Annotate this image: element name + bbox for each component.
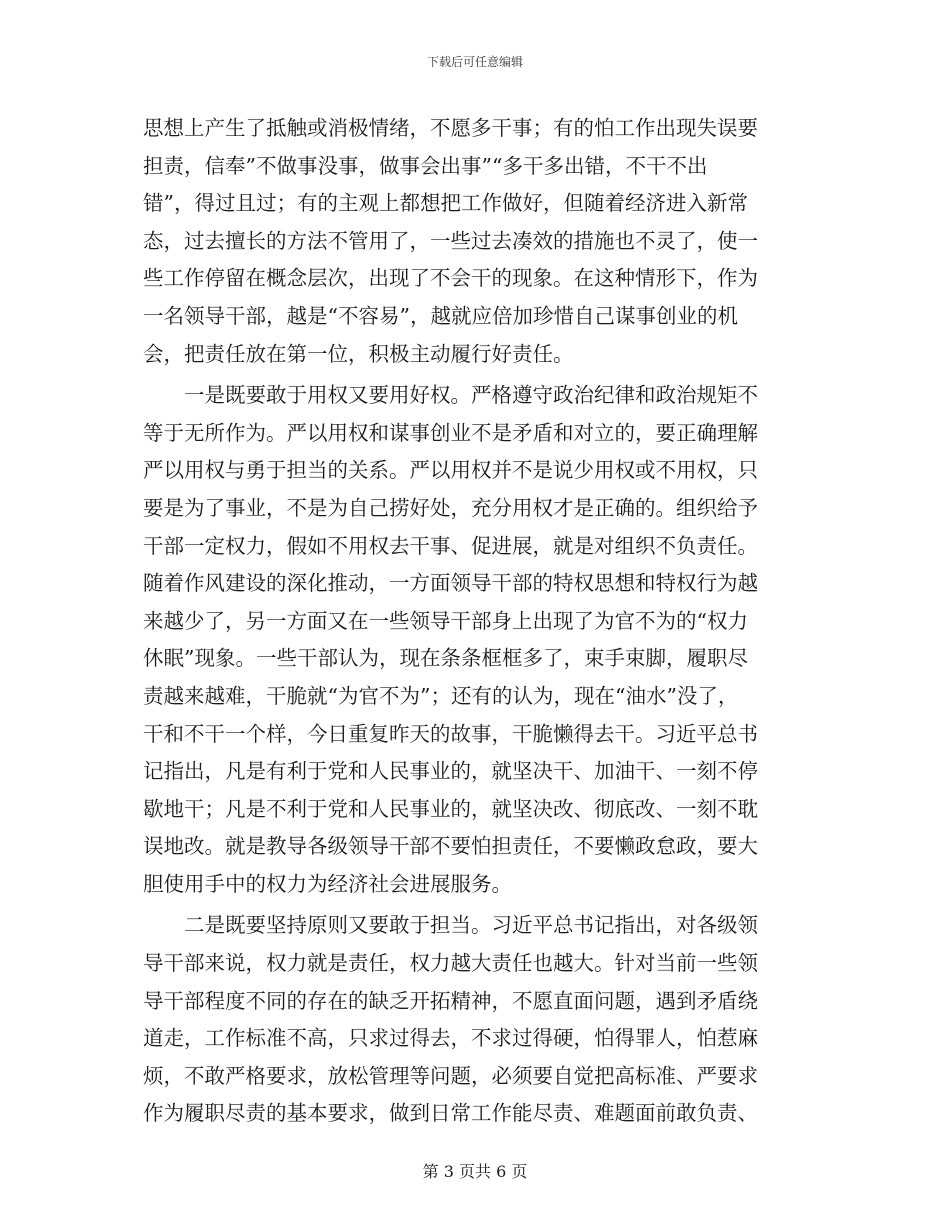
text-line-11: 要是为了事业，不是为自己捞好处，充分用权才是正确的。组织给予 bbox=[143, 495, 758, 520]
text-line-13: 随着作风建设的深化推动，一方面领导干部的特权思想和特权行为越 bbox=[143, 571, 758, 596]
text-line-7: 会，把责任放在第一位，积极主动履行好责任。 bbox=[143, 341, 574, 366]
text-line-8: 一是既要敢于用权又要用好权。严格遵守政治纪律和政治规矩不 bbox=[143, 383, 758, 408]
text-line-21: 胆使用手中的权力为经济社会进展服务。 bbox=[143, 871, 512, 896]
text-line-10: 严以用权与勇于担当的关系。严以用权并不是说少用权或不用权，只 bbox=[143, 458, 758, 483]
text-line-22: 二是既要坚持原则又要敢于担当。习近平总书记指出，对各级领 bbox=[143, 913, 758, 938]
text-line-27: 作为履职尽责的基本要求，做到日常工作能尽责、难题面前敢负责、 bbox=[143, 1101, 758, 1126]
text-line-20: 误地改。就是教导各级领导干部不要怕担责任，不要懒政怠政，要大 bbox=[143, 834, 758, 859]
text-line-9: 等于无所作为。严以用权和谋事创业不是矛盾和对立的，要正确理解 bbox=[143, 420, 758, 445]
text-line-4: 态，过去擅长的方法不管用了，一些过去凑效的措施也不灵了，使一 bbox=[143, 228, 758, 253]
text-line-1: 思想上产生了抵触或消极情绪，不愿多干事；有的怕工作出现失误要 bbox=[143, 116, 758, 140]
page-footer: 第 3 页共 6 页 bbox=[422, 1162, 528, 1181]
text-line-24: 导干部程度不同的存在的缺乏开拓精神，不愿直面问题，遇到矛盾绕 bbox=[143, 988, 758, 1013]
text-line-25: 道走，工作标准不高，只求过得去，不求过得硬，怕得罪人，怕惹麻 bbox=[143, 1026, 758, 1051]
text-line-3: 错”，得过且过；有的主观上都想把工作做好，但随着经济进入新常 bbox=[143, 191, 748, 216]
text-line-2: 担责，信奉”不做事没事，做事会出事”“多干多出错，不干不出 bbox=[143, 153, 708, 178]
text-line-14: 来越少了，另一方面又在一些领导干部身上出现了为官不为的“权力 bbox=[143, 608, 748, 633]
page-header: 下载后可任意编辑 bbox=[426, 55, 523, 69]
text-line-6: 一名领导干部，越是“不容易”，越就应倍加珍惜自己谋事创业的机 bbox=[143, 303, 738, 328]
document-body bbox=[143, 110, 808, 1133]
text-line-19: 歇地干；凡是不利于党和人民事业的，就坚决改、彻底改、一刻不耽 bbox=[143, 796, 758, 821]
text-line-16: 责越来越难，干脆就“为官不为”；还有的认为，现在“油水”没了， bbox=[143, 683, 739, 708]
text-line-5: 些工作停留在概念层次，出现了不会干的现象。在这种情形下，作为 bbox=[143, 266, 758, 291]
text-line-23: 导干部来说，权力就是责任，权力越大责任也越大。针对当前一些领 bbox=[143, 951, 758, 976]
text-line-26: 烦，不敢严格要求，放松管理等问题，必须要自觉把高标准、严要求 bbox=[143, 1063, 758, 1088]
text-line-17: 干和不干一个样，今日重复昨天的故事，干脆懒得去干。习近平总书 bbox=[143, 721, 758, 746]
text-line-15: 休眠”现象。一些干部认为，现在条条框框多了，束手束脚，履职尽 bbox=[143, 646, 748, 671]
text-line-12: 干部一定权力，假如不用权去干事、促进展，就是对组织不负责任。 bbox=[143, 533, 758, 558]
text-line-18: 记指出，凡是有利于党和人民事业的，就坚决干、加油干、一刻不停 bbox=[143, 759, 758, 784]
